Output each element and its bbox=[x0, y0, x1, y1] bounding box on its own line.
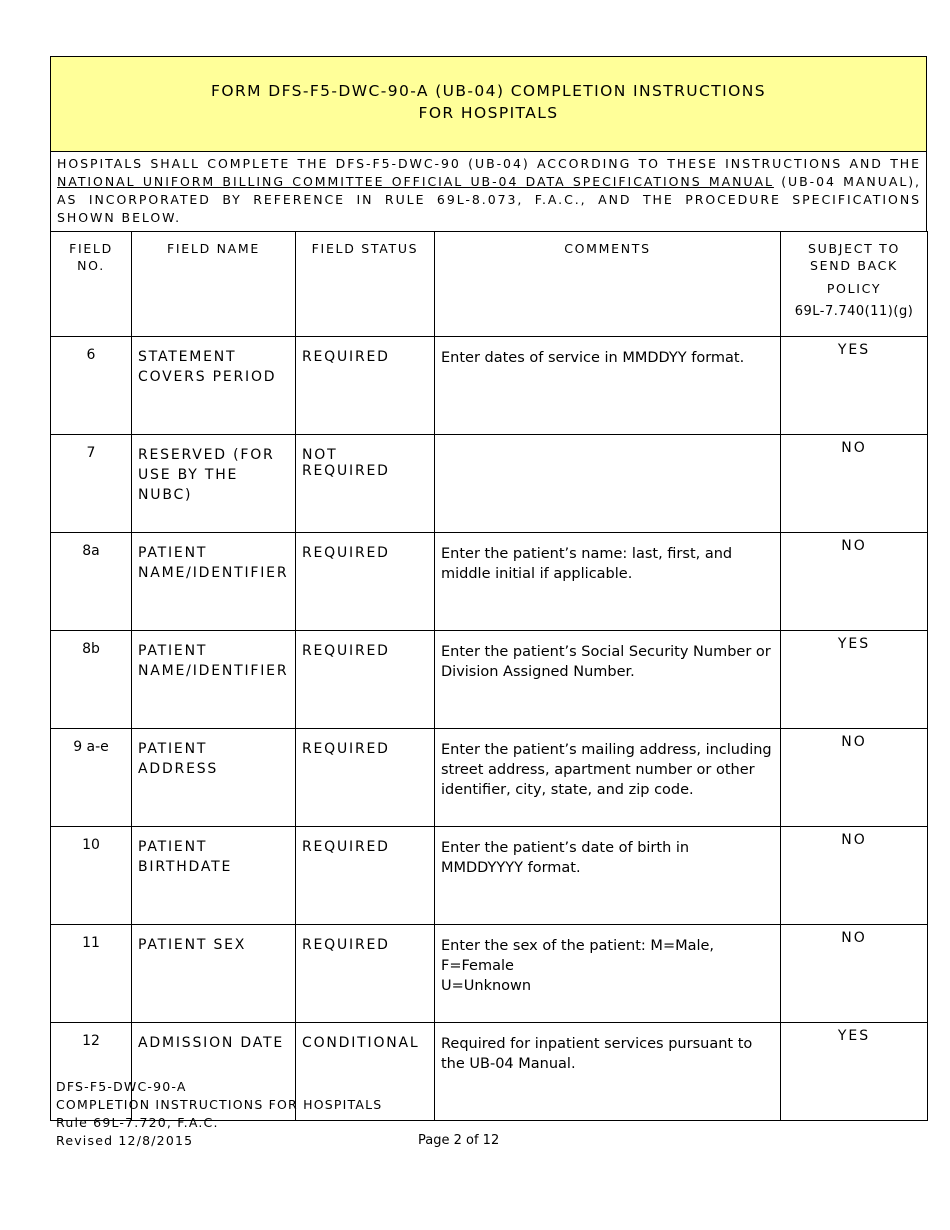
field-comments: Enter the patient’s Social Security Number or Division Assigned Number. bbox=[435, 631, 781, 729]
header-comments: COMMENTS bbox=[435, 232, 781, 337]
table-row bbox=[51, 827, 928, 925]
table-row bbox=[51, 631, 928, 729]
send-back-value: YES bbox=[781, 1023, 928, 1121]
field-number: 8a bbox=[51, 533, 132, 631]
header-field-no bbox=[51, 232, 132, 337]
intro-paragraph bbox=[50, 151, 927, 232]
field-status: CONDITIONAL bbox=[296, 1023, 435, 1121]
field-comments: Enter the sex of the patient: M=Male, F=Female U=Unknown bbox=[435, 925, 781, 1023]
field-comments: Required for inpatient services pursuant to the UB-04 Manual. bbox=[435, 1023, 781, 1121]
header-field-no-line1: FIELD bbox=[69, 241, 113, 256]
field-number: 12 bbox=[51, 1023, 132, 1121]
field-status: REQUIRED bbox=[296, 925, 435, 1023]
table-row bbox=[51, 729, 928, 827]
field-status: REQUIRED bbox=[296, 827, 435, 925]
field-name: ADMISSION DATE bbox=[132, 1023, 296, 1121]
page-number: Page 2 of 12 bbox=[418, 1133, 500, 1148]
send-back-value: YES bbox=[781, 337, 928, 435]
header-subject-line3: POLICY bbox=[826, 281, 882, 296]
field-number: 10 bbox=[51, 827, 132, 925]
form-title-banner bbox=[50, 56, 927, 152]
field-status: REQUIRED bbox=[296, 337, 435, 435]
table-row bbox=[51, 435, 928, 533]
field-comments: Enter the patient’s date of birth in MMDDYYYY format. bbox=[435, 827, 781, 925]
field-name: PATIENT BIRTHDATE bbox=[132, 827, 296, 925]
field-comments bbox=[435, 435, 781, 533]
header-field-no-line2: NO. bbox=[77, 258, 105, 273]
field-comments: Enter the patient’s name: last, first, and middle initial if applicable. bbox=[435, 533, 781, 631]
field-instructions-table bbox=[50, 231, 928, 1121]
send-back-value: YES bbox=[781, 631, 928, 729]
field-status: REQUIRED bbox=[296, 729, 435, 827]
header-subject-rule: 69L-7.740(11)(g) bbox=[794, 304, 914, 319]
field-name: PATIENT SEX bbox=[132, 925, 296, 1023]
form-title-line2: FOR HOSPITALS bbox=[418, 104, 559, 122]
intro-text-part2: (UB-04 MANUAL), AS INCORPORATED BY REFERENCE IN RULE 69L-8.073, F.A.C., AND THE PROCEDURE SPECIFICATIONS SHOWN BELOW. bbox=[57, 174, 921, 225]
field-name: PATIENT ADDRESS bbox=[132, 729, 296, 827]
field-number: 9 a-e bbox=[51, 729, 132, 827]
field-name: STATEMENT COVERS PERIOD bbox=[132, 337, 296, 435]
footer-form-title: COMPLETION INSTRUCTIONS FOR HOSPITALS bbox=[56, 1097, 383, 1112]
footer-rule: Rule 69L-7.720, F.A.C. bbox=[56, 1115, 219, 1130]
field-status: REQUIRED bbox=[296, 631, 435, 729]
table-row bbox=[51, 533, 928, 631]
header-field-name: FIELD NAME bbox=[132, 232, 296, 337]
field-name: PATIENT NAME/IDENTIFIER bbox=[132, 631, 296, 729]
table-row bbox=[51, 337, 928, 435]
header-field-status: FIELD STATUS bbox=[296, 232, 435, 337]
field-comments: Enter the patient’s mailing address, including street address, apartment number or other identifier, city, state, and zip code. bbox=[435, 729, 781, 827]
field-status: NOT REQUIRED bbox=[296, 435, 435, 533]
footer-form-id: DFS-F5-DWC-90-A bbox=[56, 1079, 187, 1094]
field-comments: Enter dates of service in MMDDYY format. bbox=[435, 337, 781, 435]
field-number: 11 bbox=[51, 925, 132, 1023]
field-number: 6 bbox=[51, 337, 132, 435]
field-name: RESERVED (FOR USE BY THE NUBC) bbox=[132, 435, 296, 533]
header-send-back-policy bbox=[781, 232, 928, 337]
send-back-value: NO bbox=[781, 925, 928, 1023]
send-back-value: NO bbox=[781, 533, 928, 631]
send-back-value: NO bbox=[781, 827, 928, 925]
send-back-value: NO bbox=[781, 729, 928, 827]
field-status: REQUIRED bbox=[296, 533, 435, 631]
form-title-line1: FORM DFS-F5-DWC-90-A (UB-04) COMPLETION INSTRUCTIONS bbox=[211, 82, 766, 100]
field-name: PATIENT NAME/IDENTIFIER bbox=[132, 533, 296, 631]
send-back-value: NO bbox=[781, 435, 928, 533]
header-subject-line1: SUBJECT TO bbox=[807, 241, 901, 256]
footer-revised: Revised 12/8/2015 bbox=[56, 1133, 194, 1148]
field-number: 8b bbox=[51, 631, 132, 729]
manual-reference: NATIONAL UNIFORM BILLING COMMITTEE OFFICIAL UB-04 DATA SPECIFICATIONS MANUAL bbox=[57, 174, 774, 189]
table-header-row bbox=[51, 232, 928, 337]
intro-text-part1: HOSPITALS SHALL COMPLETE THE DFS-F5-DWC-90 (UB-04) ACCORDING TO THESE INSTRUCTIONS AND THE bbox=[57, 156, 921, 171]
header-subject-line2: SEND BACK bbox=[810, 258, 898, 273]
page-footer bbox=[56, 1078, 382, 1150]
table-row bbox=[51, 925, 928, 1023]
field-number: 7 bbox=[51, 435, 132, 533]
